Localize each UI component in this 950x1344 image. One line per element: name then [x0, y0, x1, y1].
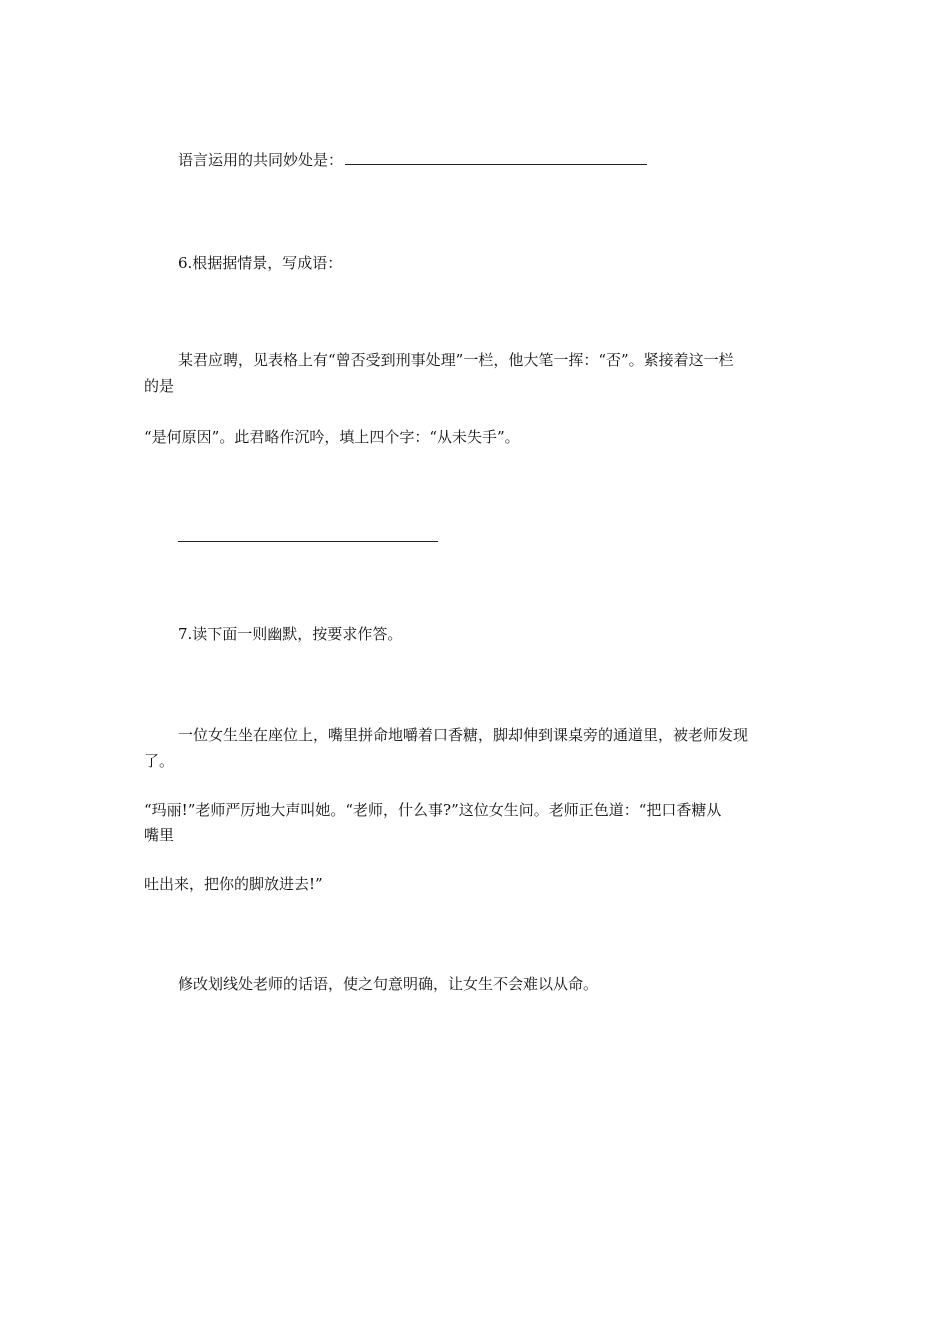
- q7-story-line-1: 一位女生坐在座位上，嘴里拼命地嚼着口香糖，脚却伸到课桌旁的通道里，被老师发现: [178, 726, 749, 744]
- q7-story-line-3: “玛丽!”老师严厉地大声叫她。“老师，什么事?”这位女生问。老师正色道：“把口香糖从: [144, 801, 722, 819]
- q6-story-line-1: 某君应聘，见表格上有“曾否受到刑事处理”一栏，他大笔一挥：“否”。紧接着这一栏: [178, 351, 734, 369]
- q5-answer-blank[interactable]: [345, 150, 647, 165]
- q6-heading: 6.根据据情景，写成语：: [178, 254, 343, 272]
- q5-answer-label: 语言运用的共同妙处是：: [178, 151, 344, 169]
- q6-story-line-3: “是何原因”。此君略作沉吟，填上四个字：“从未失手”。: [144, 428, 520, 446]
- q7-story-line-4: 嘴里: [144, 826, 175, 844]
- q7-story-line-2: 了。: [144, 752, 175, 770]
- q7-instruction: 修改划线处老师的话语，使之句意明确，让女生不会难以从命。: [178, 975, 599, 993]
- q6-story-line-2: 的是: [144, 377, 175, 395]
- q7-heading: 7.读下面一则幽默，按要求作答。: [178, 625, 403, 643]
- q6-answer-blank[interactable]: [178, 541, 438, 542]
- q7-story-line-5: 吐出来，把你的脚放进去!”: [144, 875, 323, 893]
- q5-answer-line: [178, 150, 647, 170]
